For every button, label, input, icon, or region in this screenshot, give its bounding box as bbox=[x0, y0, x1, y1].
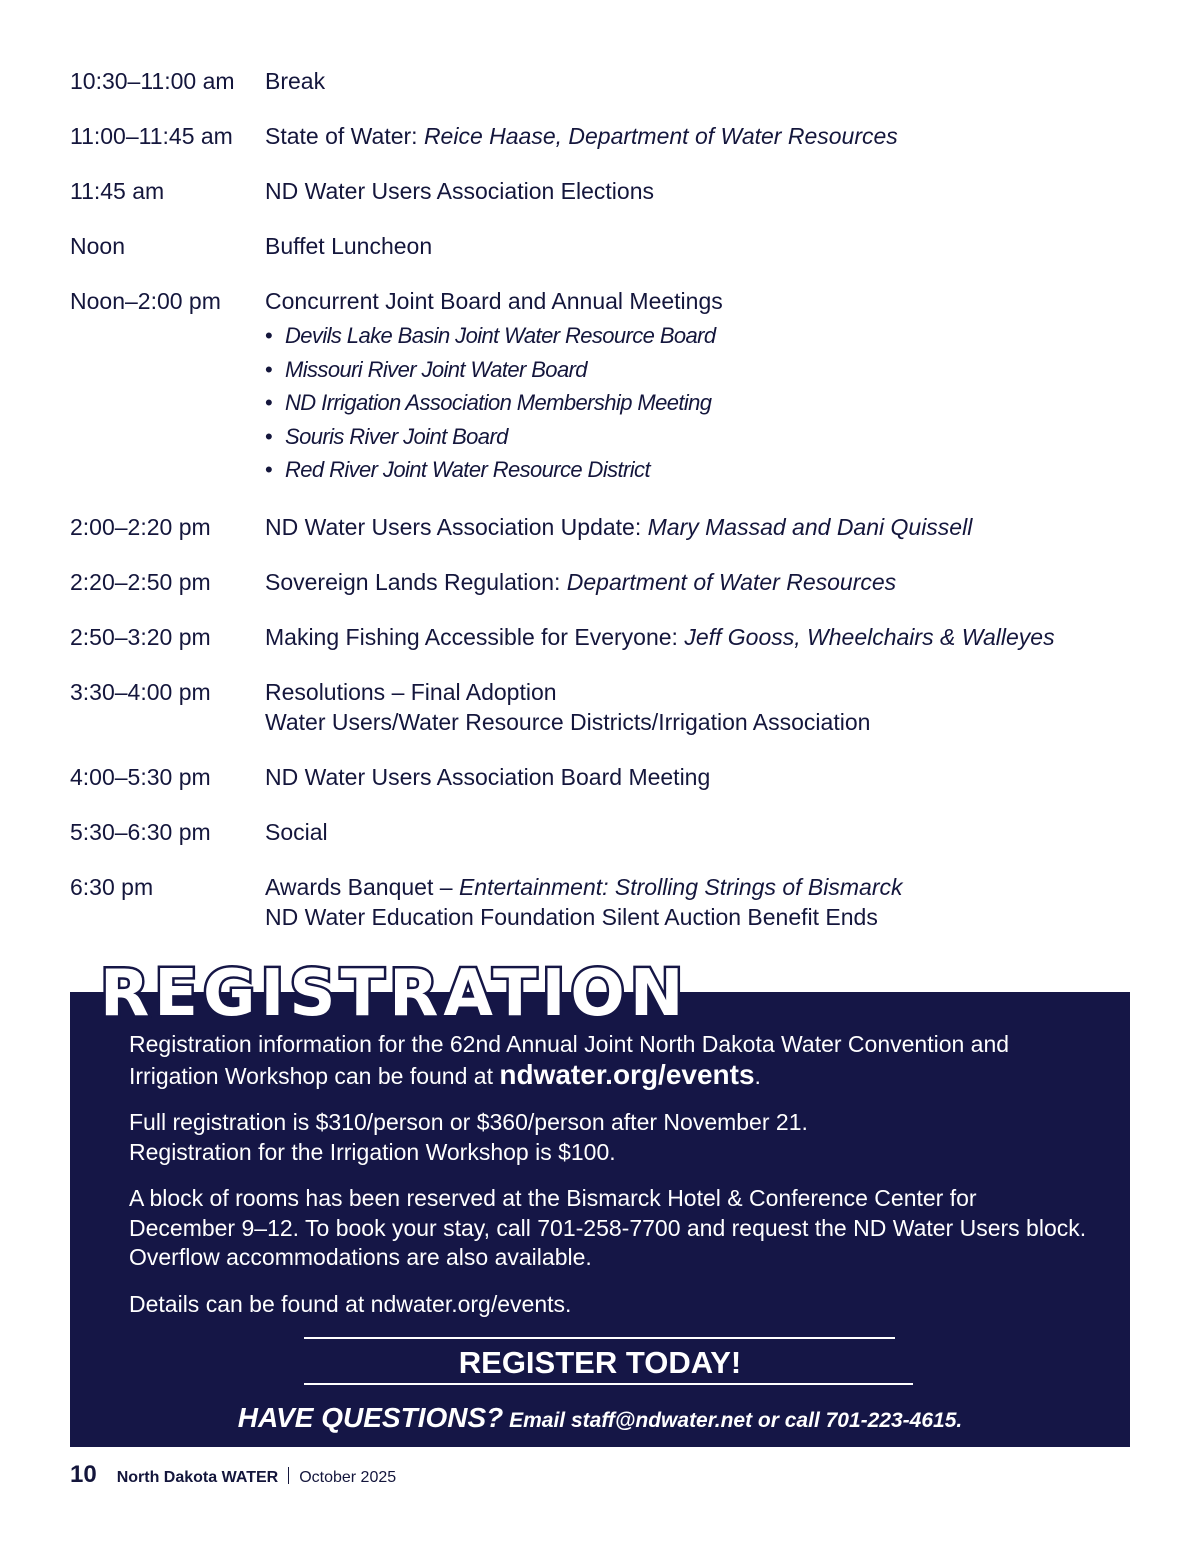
meeting-list bbox=[265, 319, 1150, 487]
agenda-row bbox=[70, 231, 1150, 261]
agenda-description bbox=[265, 512, 1150, 542]
period-text: . bbox=[754, 1062, 761, 1089]
agenda-subtitle: Water Users/Water Resource Districts/Irrigation Association bbox=[265, 708, 871, 735]
agenda-title: Break bbox=[265, 68, 326, 94]
pricing-line: Full registration is $310/person or $360/person after November 21. bbox=[129, 1109, 808, 1135]
agenda-title: Resolutions – Final Adoption bbox=[265, 678, 557, 705]
meeting-name: Souris River Joint Board bbox=[285, 423, 508, 449]
agenda-time: Noon bbox=[70, 233, 125, 259]
agenda-row bbox=[70, 622, 1150, 652]
agenda-row bbox=[70, 872, 1150, 932]
agenda-description bbox=[265, 622, 1150, 652]
registration-heading: REGISTRATION bbox=[100, 957, 689, 1031]
agenda-row bbox=[70, 176, 1150, 206]
meeting-name: Red River Joint Water Resource District bbox=[285, 457, 650, 482]
issue-date: October 2025 bbox=[299, 1469, 397, 1486]
details-paragraph: Details can be found at ndwater.org/events. bbox=[129, 1290, 572, 1317]
agenda-row bbox=[70, 762, 1150, 792]
agenda-speaker: Department of Water Resources bbox=[566, 568, 897, 595]
events-link[interactable]: ndwater.org/events bbox=[499, 1058, 755, 1090]
agenda-speaker: Entertainment: Strolling Strings of Bismarck bbox=[458, 873, 903, 900]
agenda-title: Social bbox=[265, 818, 328, 845]
divider-top bbox=[304, 1337, 895, 1339]
agenda-time: 11:00–11:45 am bbox=[70, 123, 233, 149]
meeting-list-item bbox=[265, 353, 1150, 387]
bullet-icon: • bbox=[265, 423, 273, 449]
questions-lead: HAVE QUESTIONS? bbox=[237, 1402, 504, 1433]
agenda-schedule bbox=[70, 66, 1150, 957]
agenda-title: Sovereign Lands Regulation: bbox=[265, 568, 567, 595]
contact-info: Email staff@ndwater.net or call 701-223-4615. bbox=[503, 1409, 963, 1432]
agenda-title: Buffet Luncheon bbox=[265, 233, 433, 259]
meeting-list-item bbox=[265, 420, 1150, 454]
agenda-description bbox=[265, 872, 1150, 932]
agenda-title: ND Water Users Association Update: bbox=[265, 513, 648, 540]
agenda-time: 2:50–3:20 pm bbox=[70, 623, 211, 650]
agenda-title: Awards Banquet – bbox=[265, 873, 459, 900]
agenda-description bbox=[265, 286, 1150, 487]
workshop-pricing-line: Registration for the Irrigation Workshop is $100. bbox=[129, 1138, 616, 1165]
meeting-list-item bbox=[265, 319, 1150, 353]
meeting-name: Devils Lake Basin Joint Water Resource Board bbox=[285, 323, 716, 348]
meeting-name: ND Irrigation Association Membership Meeting bbox=[285, 390, 712, 415]
agenda-row bbox=[70, 817, 1150, 847]
agenda-time: 3:30–4:00 pm bbox=[70, 678, 211, 705]
agenda-row bbox=[70, 66, 1150, 96]
page-footer bbox=[70, 1460, 396, 1493]
bullet-icon: • bbox=[265, 356, 273, 382]
agenda-row bbox=[70, 567, 1150, 597]
agenda-speaker: Reice Haase, Department of Water Resources bbox=[423, 123, 898, 149]
bullet-icon: • bbox=[265, 457, 273, 482]
meeting-list-item bbox=[265, 453, 1150, 487]
agenda-row bbox=[70, 121, 1150, 151]
agenda-time: 5:30–6:30 pm bbox=[70, 818, 211, 845]
agenda-time: 6:30 pm bbox=[70, 873, 154, 900]
agenda-description bbox=[265, 567, 1150, 597]
agenda-speaker: Jeff Gooss, Wheelchairs & Walleyes bbox=[684, 623, 1055, 650]
agenda-title: ND Water Users Association Board Meeting bbox=[265, 763, 711, 790]
agenda-time: 10:30–11:00 am bbox=[70, 68, 235, 94]
agenda-title: ND Water Users Association Elections bbox=[265, 178, 655, 204]
agenda-title: State of Water: bbox=[265, 123, 424, 149]
register-today-cta[interactable]: REGISTER TODAY! bbox=[458, 1345, 742, 1380]
meeting-name: Missouri River Joint Water Board bbox=[285, 356, 587, 382]
agenda-title: Concurrent Joint Board and Annual Meetings bbox=[265, 288, 723, 314]
publication-name: North Dakota WATER bbox=[116, 1469, 279, 1486]
bullet-icon: • bbox=[265, 390, 273, 415]
questions-line bbox=[70, 1400, 1130, 1439]
page-number: 10 bbox=[70, 1461, 97, 1488]
agenda-time: 2:20–2:50 pm bbox=[70, 568, 211, 595]
bullet-icon: • bbox=[265, 323, 273, 348]
agenda-time: 4:00–5:30 pm bbox=[70, 763, 211, 790]
agenda-row bbox=[70, 512, 1150, 542]
agenda-row bbox=[70, 286, 1150, 487]
agenda-description bbox=[265, 121, 1150, 151]
agenda-description bbox=[265, 677, 1150, 737]
registration-details bbox=[129, 1030, 1089, 1336]
footer-separator bbox=[288, 1467, 289, 1484]
meeting-list-item bbox=[265, 386, 1150, 420]
agenda-time: 2:00–2:20 pm bbox=[70, 513, 211, 540]
hotel-paragraph: A block of rooms has been reserved at the Bismarck Hotel & Conference Center for December 9–12. To book your stay, call 701-258-7700 and request the ND Water Users block. Overflow accommodations are also available. bbox=[129, 1185, 1087, 1270]
divider-bottom bbox=[304, 1383, 913, 1385]
agenda-row bbox=[70, 677, 1150, 737]
agenda-time: Noon–2:00 pm bbox=[70, 288, 221, 314]
agenda-time: 11:45 am bbox=[70, 178, 165, 204]
registration-info-paragraph bbox=[129, 1030, 1089, 1091]
agenda-subtitle: ND Water Education Foundation Silent Auction Benefit Ends bbox=[265, 903, 878, 930]
registration-info-text: Registration information for the 62nd Annual Joint North Dakota Water Convention and Irrigation Workshop can be found at bbox=[129, 1031, 1010, 1089]
agenda-speaker: Mary Massad and Dani Quissell bbox=[647, 513, 973, 540]
pricing-paragraph bbox=[129, 1108, 1089, 1167]
agenda-title: Making Fishing Accessible for Everyone: bbox=[265, 623, 685, 650]
